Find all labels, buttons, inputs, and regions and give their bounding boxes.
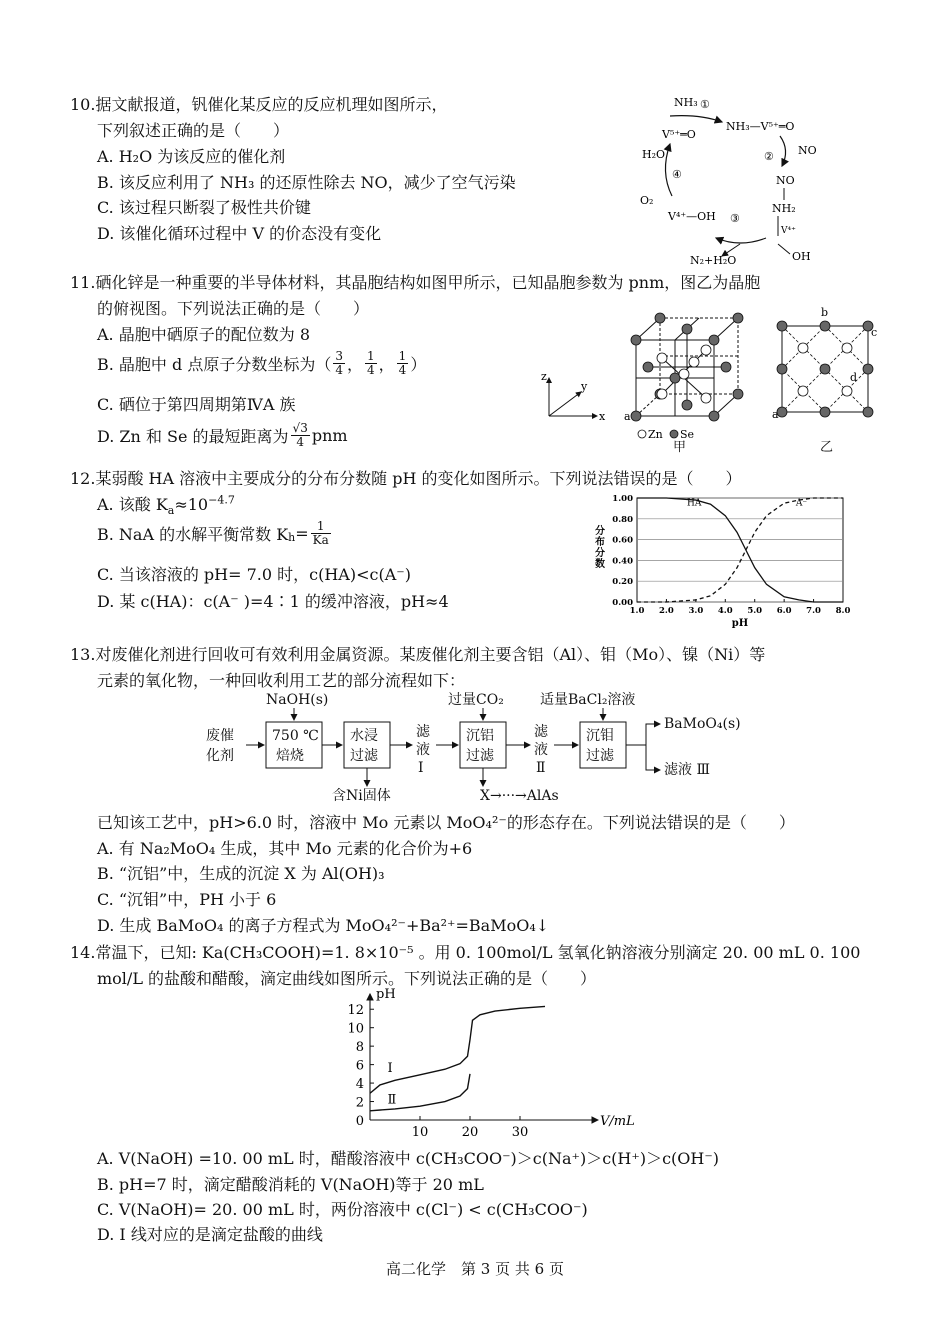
top-zn-atom <box>842 343 852 353</box>
flow-filt1b: 液 <box>416 742 430 758</box>
series-line-i <box>370 1006 545 1093</box>
series-label-ii: Ⅱ <box>387 1092 397 1108</box>
se-atom <box>709 411 719 421</box>
fig10-arrow2 <box>780 136 786 166</box>
y-tick-label: 10 <box>347 1021 364 1037</box>
x-tick-label: 6.0 <box>776 606 792 616</box>
fig10-step1: ① <box>700 98 710 111</box>
se-atom <box>670 373 680 383</box>
flow-x-alas: X→···→AlAs <box>480 788 559 804</box>
flow-filt1a: 滤 <box>416 724 430 740</box>
flow-bamoo4: BaMoO₄(s) <box>664 716 741 732</box>
q11-caption-yi: 乙 <box>820 440 834 455</box>
q12-b-frac <box>311 520 331 547</box>
zn-atom <box>679 369 689 379</box>
q11-axes-figure <box>535 368 615 428</box>
flow-waste2: 化剂 <box>206 748 234 764</box>
q13-stem1: 对废催化剂进行回收可有效利用金属资源。某废催化剂主要含铝（Al）、钼（Mo）、镍（Ni）等 <box>95 645 766 664</box>
fig10-oh: OH <box>792 250 811 263</box>
q12-stem-line <box>70 466 742 489</box>
flow-filt2b: 液 <box>534 742 548 758</box>
x-tick-label: 7.0 <box>806 606 821 616</box>
axis-y-line <box>549 392 581 416</box>
top-se-atom <box>820 364 830 374</box>
q14-number: 14. <box>70 943 96 962</box>
q11-b-frac3-num: 1 <box>398 349 407 363</box>
se-atom <box>733 389 743 399</box>
fig10-step3: ③ <box>730 212 740 225</box>
top-zn-atom <box>842 386 852 396</box>
se-atom <box>682 400 692 410</box>
zn-atom <box>657 353 667 363</box>
q13-option-b: B. “沉铝”中，生成的沉淀 X 为 Al(OH)₃ <box>97 864 385 883</box>
zn-atom <box>701 393 711 403</box>
q13-number: 13. <box>70 645 96 664</box>
zn-atom <box>689 357 699 367</box>
legend-zn-icon <box>638 430 646 438</box>
q11-b-frac2-den: 4 <box>367 363 375 377</box>
flow-filt2a: 滤 <box>534 724 548 740</box>
q13-flowchart <box>200 688 760 806</box>
q11-stem-line1 <box>70 270 760 293</box>
y-tick-label: 0.20 <box>612 577 633 588</box>
top-label-b: b <box>821 306 829 319</box>
series-label-a-minus: A⁻ <box>795 498 808 509</box>
se-atom <box>631 335 641 345</box>
y-tick-label: 12 <box>347 1003 364 1019</box>
flow-box3b: 过滤 <box>466 748 494 764</box>
fig10-v4oh: V⁴⁺—OH <box>668 210 716 223</box>
top-label-d: d <box>850 371 858 384</box>
q11-option-c: C. 硒位于第四周期第ⅣA 族 <box>97 395 296 414</box>
q14-option-d: D. I 线对应的是滴定盐酸的曲线 <box>97 1225 323 1244</box>
q12-a-mid: ≈10 <box>174 495 209 514</box>
y-axis-label: 分布分数 <box>595 526 605 570</box>
q10-stem1: 据文献报道，钒催化某反应的反应机理如图所示， <box>95 95 448 114</box>
flow-arrow-out <box>626 724 660 745</box>
page-footer: 高二化学 第 3 页 共 6 页 <box>386 1260 564 1278</box>
q12-number: 12. <box>70 469 96 488</box>
y-tick-label: 0.60 <box>612 535 633 546</box>
y-tick-label: 0 <box>355 1114 364 1129</box>
top-se-atom <box>777 321 787 331</box>
q13-option-d: D. 生成 BaMoO₄ 的离子方程式为 MoO₄²⁻+Ba²⁺=BaMoO₄↓ <box>97 916 550 935</box>
q10-option-c: C. 该过程只断裂了极性共价键 <box>97 198 311 217</box>
q12-b-frac-num: 1 <box>311 520 331 534</box>
q11-unit-cell-figure <box>622 310 752 450</box>
q12-b-eq: = <box>295 524 309 543</box>
flow-filt2c: Ⅱ <box>536 760 546 776</box>
x-tick-label: 8.0 <box>835 606 851 616</box>
x-tick-label: 20 <box>461 1125 479 1140</box>
q13-option-a: A. 有 Na₂MoO₄ 生成，其中 Mo 元素的化合价为+6 <box>97 839 473 858</box>
plot-frame <box>637 498 843 602</box>
x-axis-label: V/mL <box>600 1114 635 1129</box>
x-tick-label: 4.0 <box>717 606 733 616</box>
q11-number: 11. <box>70 273 96 292</box>
zn-atom <box>657 389 667 399</box>
fig10-o2: O₂ <box>640 194 654 207</box>
zn-atom <box>701 345 711 355</box>
series-line-ii <box>370 1074 470 1111</box>
flow-arrow-out <box>646 745 660 770</box>
top-label-c: c <box>871 326 878 339</box>
q12-b-pre: B. NaA 的水解平衡常数 K <box>97 525 289 544</box>
q12-option-c: C. 当该溶液的 pH= 7.0 时，c(HA)<c(A⁻) <box>97 565 411 584</box>
q12-stem: 某弱酸 HA 溶液中主要成分的分布分数随 pH 的变化如图所示。下列说法错误的是（ ） <box>95 469 742 488</box>
q14-option-a: A. V(NaOH) =10. 00 mL 时，醋酸溶液中 c(CH₃COO⁻)＞c(Na⁺)＞c(H⁺)＞c(OH⁻) <box>97 1149 720 1168</box>
q11-top-view-figure <box>770 304 882 420</box>
series-label-ha: HA <box>687 498 702 509</box>
x-tick-label: 5.0 <box>747 606 763 616</box>
q11-stem2: 的俯视图。下列说法正确的是（ ） <box>97 299 370 318</box>
q14-stem-line1 <box>70 940 860 963</box>
top-se-atom <box>820 407 830 417</box>
fig10-products: N₂+H₂O <box>690 254 737 267</box>
top-zn-atom <box>798 386 808 396</box>
q11-option-b: B. 晶胞中 d 点原子分数坐标为（ $\frac{3}{4}$ ， $\frac{1}{4}$ ， $\frac{1}{4}$ ） <box>97 349 427 377</box>
q13-stem-line1 <box>70 642 765 665</box>
q11-option-d <box>97 422 348 449</box>
q11-b-frac3 <box>397 350 409 377</box>
flow-filt3: 滤液 Ⅲ <box>664 762 710 778</box>
q12-distribution-chart <box>585 488 865 632</box>
q10-option-d: D. 该催化循环过程中 V 的价态没有变化 <box>97 224 382 243</box>
top-zn-atom <box>798 343 808 353</box>
q11-b-post: ） <box>410 355 427 374</box>
flow-naoh: NaOH(s) <box>266 692 329 708</box>
se-atom <box>733 313 743 323</box>
q12-a-pre: A. 该酸 K <box>97 495 168 514</box>
q14-option-c: C. V(NaOH)= 20. 00 mL 时，两份溶液中 c(Cl⁻) < c(CH₃COO⁻) <box>97 1200 588 1219</box>
q11-d-pre: D. Zn 和 Se 的最短距离为 <box>97 427 289 446</box>
series-label-i: Ⅰ <box>387 1061 393 1076</box>
q14-option-b: B. pH=7 时，滴定醋酸消耗的 V(NaOH)等于 20 mL <box>97 1175 484 1194</box>
flow-ni-solid: 含Ni固体 <box>332 788 391 804</box>
y-tick-label: 0.80 <box>612 514 633 525</box>
q14-titration-chart <box>330 987 635 1144</box>
fig10-no: NO <box>798 144 817 157</box>
flow-box1b: 焙烧 <box>276 748 304 764</box>
q10-stem-line1 <box>70 92 447 115</box>
legend-zn: Zn <box>648 428 663 441</box>
q10-number: 10. <box>70 95 96 114</box>
q10-stem2: 下列叙述正确的是（ ） <box>97 121 290 140</box>
se-atom <box>709 335 719 345</box>
q12-option-a <box>97 492 235 518</box>
series-line-a-minus <box>637 498 843 602</box>
axis-z-label: z <box>541 370 547 383</box>
q11-d-frac-den: 4 <box>296 435 304 449</box>
flow-box4b: 过滤 <box>586 748 614 764</box>
flow-filt1c: Ⅰ <box>418 760 424 776</box>
q11-option-a: A. 晶胞中硒原子的配位数为 8 <box>97 325 310 344</box>
y-tick-label: 1.00 <box>612 494 633 504</box>
x-tick-label: 2.0 <box>659 606 674 616</box>
flow-box2a: 水浸 <box>350 728 378 744</box>
flow-box4a: 沉钼 <box>586 728 614 744</box>
fig10-h2o: H₂O <box>642 148 666 161</box>
se-atom <box>682 324 692 334</box>
top-label-a: a <box>772 408 779 421</box>
q14-stem2: mol/L 的盐酸和醋酸，滴定曲线如图所示。下列说法正确的是（ ） <box>97 969 597 988</box>
flow-box2b: 过滤 <box>350 748 378 764</box>
y-tick-label: 4 <box>355 1077 364 1093</box>
x-tick-label: 1.0 <box>629 606 645 616</box>
flow-bacl2: 适量BaCl₂溶液 <box>540 692 636 708</box>
fig10-v5o-top: NH₃—V⁵⁺═O <box>726 120 795 133</box>
fig10-nh2: NH₂ <box>772 202 796 215</box>
q10-mechanism-figure <box>630 88 860 268</box>
fig10-step4: ④ <box>672 168 682 181</box>
q11-d-post: pnm <box>311 426 348 445</box>
axis-x-label: x <box>599 410 606 423</box>
q11-b-frac3-den: 4 <box>398 363 407 377</box>
top-se-atom <box>820 321 830 331</box>
x-tick-label: 30 <box>511 1125 529 1140</box>
fig10-bond3 <box>778 244 790 254</box>
q11-b-frac1-num: 3 <box>335 349 343 363</box>
se-atom <box>721 362 731 372</box>
q11-stem1: 硒化锌是一种重要的半导体材料，其晶胞结构如图甲所示，已知晶胞参数为 pnm，图乙为晶胞 <box>95 273 761 292</box>
q11-b-frac2 <box>365 350 377 377</box>
x-tick-label: 10 <box>411 1125 429 1140</box>
top-se-atom <box>777 364 787 374</box>
y-tick-label: 6 <box>355 1058 364 1074</box>
flow-box3a: 沉铝 <box>466 728 494 744</box>
q12-option-b: B. NaA 的水解平衡常数 K h = $\frac{1}{Ka}$ <box>97 519 329 547</box>
q11-d-frac <box>291 422 310 449</box>
q11-b-frac2-num: 1 <box>367 349 375 363</box>
se-atom <box>655 313 665 323</box>
se-atom <box>643 362 653 372</box>
q11-b-pre: B. 晶胞中 d 点原子分数坐标为（ <box>97 355 332 374</box>
axis-y-label: y <box>581 380 588 393</box>
q12-b-frac-den: Ka <box>312 533 329 547</box>
fig10-arrow3 <box>716 238 766 243</box>
q12-a-sub: a <box>167 504 175 518</box>
y-tick-label: 8 <box>355 1040 364 1056</box>
q10-option-a: A. H₂O 为该反应的催化剂 <box>97 147 286 166</box>
x-axis-label: pH <box>731 618 749 629</box>
fig10-v4plus: V⁴⁺ <box>781 226 796 236</box>
legend-se: Se <box>680 428 695 441</box>
q12-a-sup: −4.7 <box>208 493 235 507</box>
y-axis-label: pH <box>376 987 396 1002</box>
cell-label-a: a <box>624 410 631 423</box>
q14-stem1: 常温下，已知: Ka(CH₃COOH)=1. 8×10⁻⁵ 。用 0. 100mol/L 氢氧化钠溶液分别滴定 20. 00 mL 0. 100 <box>95 943 861 962</box>
flow-box1a: 750 ℃ <box>272 728 319 744</box>
flow-co2: 过量CO₂ <box>448 692 504 708</box>
fig10-v5o-left: V⁵⁺═O <box>662 128 696 141</box>
y-tick-label: 0.40 <box>612 556 633 567</box>
q11-caption-jia: 甲 <box>673 440 687 455</box>
y-tick-label: 0.00 <box>612 598 633 608</box>
fig10-nh3: NH₃ <box>674 96 698 109</box>
fig10-step2: ② <box>764 150 774 163</box>
fig10-arrow1 <box>670 116 722 122</box>
q13-stem2: 元素的氧化物，一种回收利用工艺的部分流程如下： <box>97 671 466 690</box>
top-se-atom <box>863 407 873 417</box>
y-tick-label: 2 <box>355 1095 364 1111</box>
fig10-no-chain: NO <box>776 174 795 187</box>
q11-b-frac1-den: 4 <box>335 363 343 377</box>
q13-known: 已知该工艺中，pH>6.0 时，溶液中 Mo 元素以 MoO₄²⁻的形态存在。下列说法错误的是（ ） <box>97 813 795 832</box>
q11-b-frac1 <box>333 350 345 377</box>
q10-option-b: B. 该反应利用了 NH₃ 的还原性除去 NO，减少了空气污染 <box>97 173 516 192</box>
series-line-ha <box>637 498 843 602</box>
q13-option-c: C. “沉钼”中，PH 小于 6 <box>97 890 277 909</box>
flow-waste1: 废催 <box>206 728 234 744</box>
top-se-atom <box>863 364 873 374</box>
q12-option-d: D. 某 c(HA)：c(A⁻ )=4∶1 的缓冲溶液，pH≈4 <box>97 592 449 611</box>
se-atom <box>631 411 641 421</box>
q11-d-frac-num: √3 <box>292 421 308 435</box>
x-tick-label: 3.0 <box>688 606 704 616</box>
